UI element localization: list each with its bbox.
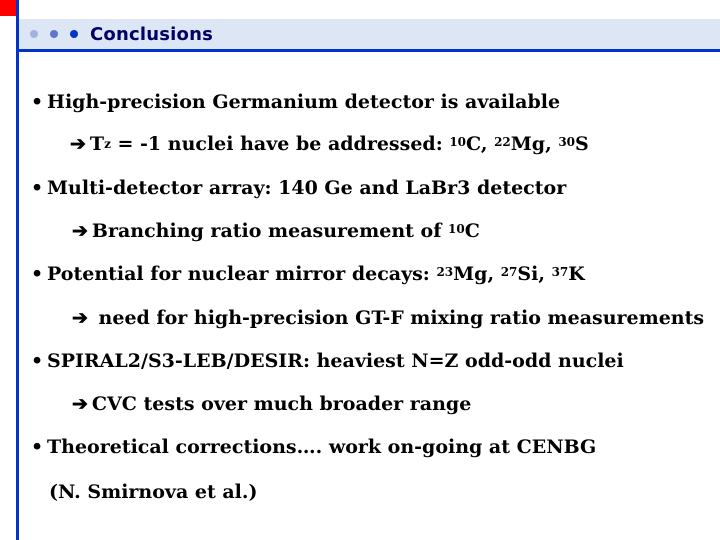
bullet-text: Theoretical corrections…. work on-going at CENBG — [47, 436, 597, 458]
bullet-text: High-precision Germanium detector is available — [47, 91, 561, 113]
bullet-icon: • — [31, 91, 44, 113]
bullet-item-5-continuation: (N. Smirnova et al.) — [49, 481, 258, 503]
bullet-icon: • — [31, 350, 44, 372]
bullet-item-5 — [31, 434, 596, 460]
bullet-icon: • — [31, 436, 44, 458]
arrow-right-icon: ➔ — [70, 133, 86, 155]
bullet-item-1 — [31, 89, 560, 115]
sub-item-3: ➔ need for high-precision GT-F mixing ratio measurements — [72, 307, 705, 329]
bullet-icon: • — [31, 177, 44, 199]
bullet-item-2 — [31, 175, 566, 201]
page-title: Conclusions — [90, 23, 214, 45]
arrow-right-icon: ➔ — [72, 220, 88, 242]
arrow-right-icon: ➔ — [72, 307, 88, 329]
bullet-item-4 — [31, 348, 624, 374]
bullet-text: SPIRAL2/S3-LEB/DESIR: heaviest N=Z odd-odd nuclei — [47, 350, 624, 372]
sub-item-4: ➔ CVC tests over much broader range — [72, 393, 472, 415]
bullet-text: Multi-detector array: 140 Ge and LaBr3 detector — [47, 177, 567, 199]
bullet-icon: • — [31, 263, 44, 285]
arrow-right-icon: ➔ — [72, 393, 88, 415]
bullet-item-3: • Potential for nuclear mirror decays: $^{23}$Mg, $^{27}$Si, $^{37}$K — [31, 263, 585, 285]
sub-item-2: ➔ Branching ratio measurement of $^{10}$C — [72, 220, 480, 242]
sub-item-1: ➔ Tz = -1 nuclei have be addressed: $^{10}$C, $^{22}$Mg, $^{30}$S — [70, 133, 589, 155]
